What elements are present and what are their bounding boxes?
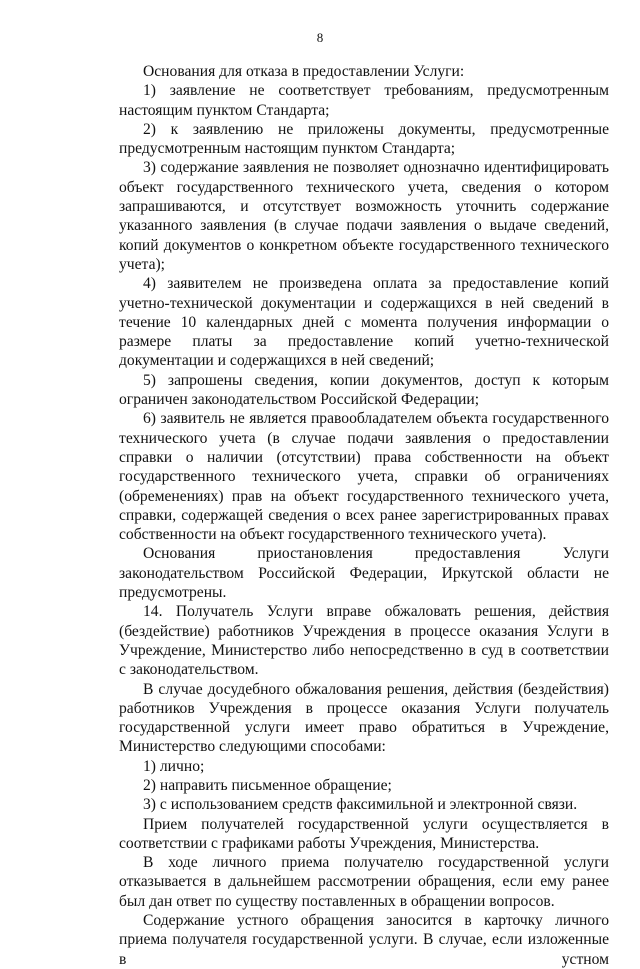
appeal-method-2: 2) направить письменное обращение; [143,776,392,794]
reception-schedule-paragraph: Прием получателей государственной услуги осуществляется в соответствии с графиками работы Учреждения, Министерства. [119,815,609,852]
pretrial-appeal-paragraph: В случае досудебного обжалования решения, действия (бездействия) работников Учреждения в процессе оказания Услуги получатель государственной услуги имеет право обратиться в Учреждение, Министерство следующими способами: [119,680,609,756]
personal-reception-refusal-paragraph: В ходе личного приема получателю государственной услуги отказывается в дальнейшем рассмотрении обращения, если ему ранее был дан ответ по существу поставленных в обращении вопросов. [119,854,609,910]
oral-appeal-paragraph: Содержание устного обращения заносится в карточку личного приема получателя государственной услуги. В случае, если изложенные в устном [119,912,609,968]
refusal-ground-6: 6) заявитель не является правообладателем объекта государственного технического учета (в случае подачи заявления о предоставлении справки о наличии (отсутствии) права собственности на объект государственного технического учета, справки об ограничениях (обременениях) прав на объект государственного технического учета, справки, содержащей сведения о всех ранее зарегистрированных правах собственности на объект государственного технического учета). [119,410,609,544]
appeal-right-paragraph: 14. Получатель Услуги вправе обжаловать решения, действия (бездействие) работников Учреждения в процессе оказания Услуги в Учреждение, Министерство либо непосредственно в суд в соответствии с законодательством. [119,603,609,679]
refusal-ground-2: 2) к заявлению не приложены документы, предусмотренные предусмотренным настоящим пунктом Стандарта; [119,120,609,158]
refusal-ground-5: 5) запрошены сведения, копии документов, доступ к которым ограничен законодательством Российской Федерации; [119,371,609,409]
page-number: 8 [316,30,324,45]
appeal-method-3: 3) с использованием средств факсимильной и электронной связи. [143,796,578,814]
document-body [119,62,609,969]
suspension-grounds-paragraph: Основания приостановления предоставления Услуги законодательством Российской Федерации, Иркутской области не предусмотрены. [119,545,609,602]
refusal-ground-1: 1) заявление не соответствует требованиям, предусмотренным настоящим пунктом Стандарта; [119,82,609,119]
refusal-ground-4: 4) заявителем не произведена оплата за предоставление копий учетно-технической документации и содержащихся в ней сведений в течение 10 календарных дней с момента получения информации о размере платы за предоставление копий учетно-технической документации и содержащихся в ней сведений; [119,275,609,370]
appeal-method-1: 1) лично; [143,757,205,775]
refusal-ground-3: 3) содержание заявления не позволяет однозначно идентифицировать объект государственного технического учета, сведения о котором запрашиваются, и отсутствует возможность уточнить содержание указанного заявления (в случае подачи заявления о выдаче сведений, копий документов о конкретном объекте государственного технического учета); [119,159,609,273]
refusal-grounds-heading: Основания для отказа в предоставлении Услуги: [143,63,465,80]
